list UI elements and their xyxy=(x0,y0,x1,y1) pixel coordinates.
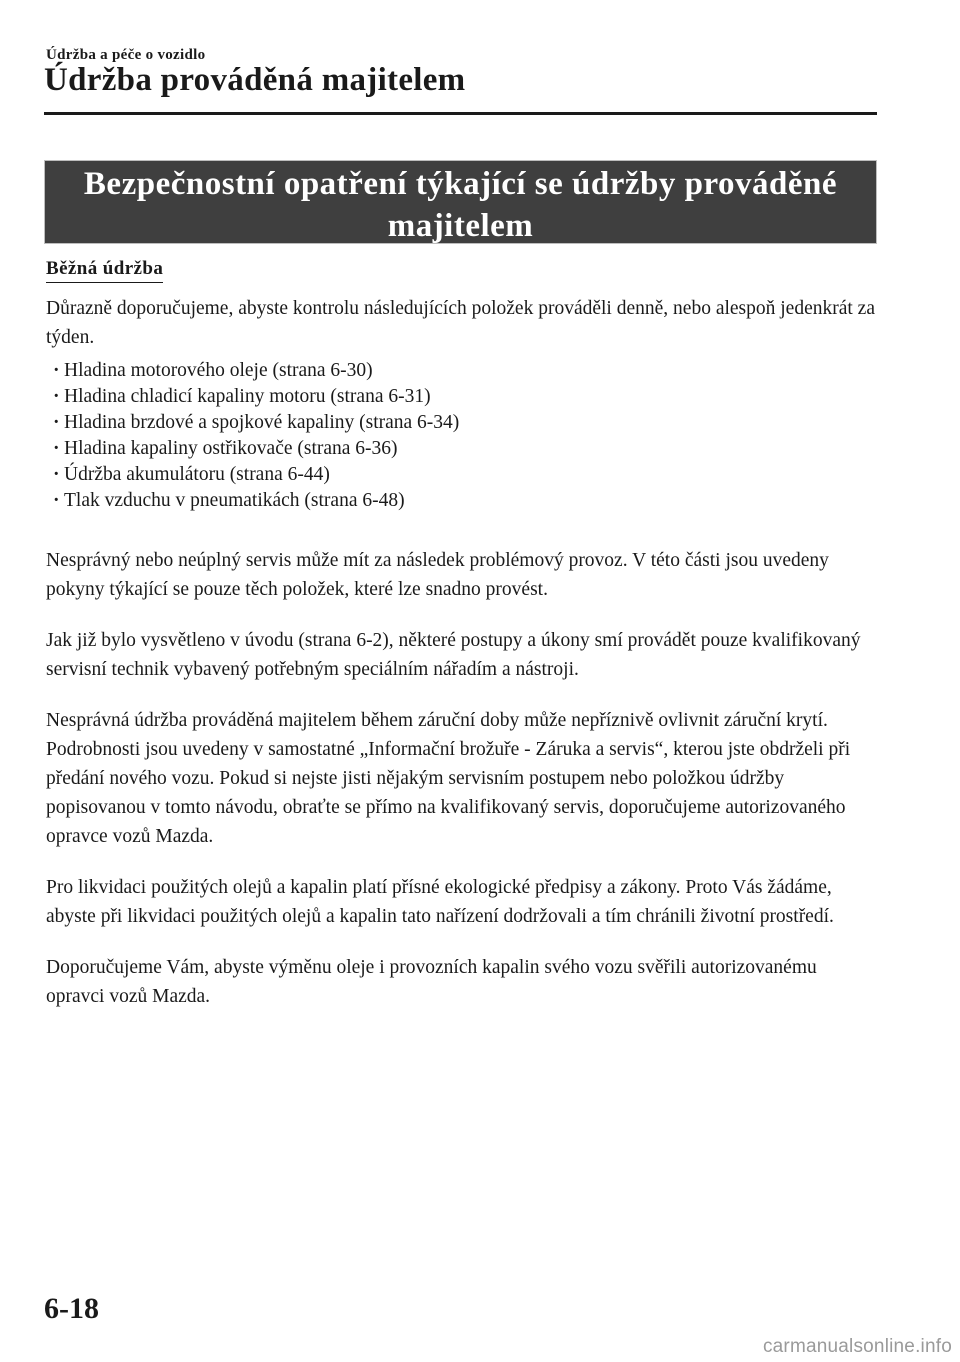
list-item: · Hladina motorového oleje (strana 6-30) xyxy=(54,358,876,384)
banner-line-1: Bezpečnostní opatření týkající se údržby prováděné xyxy=(83,166,838,202)
list-item: · Údržba akumulátoru (strana 6-44) xyxy=(54,462,876,488)
intro-paragraph: Důrazně doporučujeme, abyste kontrolu následujících položek prováděli denně, nebo alespoň jedenkrát za týden. xyxy=(46,298,875,348)
list-item: · Hladina brzdové a spojkové kapaliny (strana 6-34) xyxy=(54,410,876,436)
header-rule xyxy=(44,112,877,115)
subheading: Běžná údržba xyxy=(46,258,163,283)
list-item: · Hladina chladicí kapaliny motoru (strana 6-31) xyxy=(54,384,876,410)
paragraph: Jak již bylo vysvětleno v úvodu (strana 6-2), některé postupy a úkony smí provádět pouze kvalifikovaný servisní technik vybavený potřebným speciálním nářadím a nástroji. xyxy=(46,630,861,680)
check-list xyxy=(46,358,876,514)
body-text xyxy=(46,294,876,1033)
chapter-heading: Údržba a péče o vozidlo xyxy=(46,47,206,63)
list-item: · Hladina kapaliny ostřikovače (strana 6-36) xyxy=(54,436,876,462)
paragraph: Pro likvidaci použitých olejů a kapalin platí přísné ekologické předpisy a zákony. Proto Vás žádáme, abyste při likvidaci použitých olejů a kapalin tato nařízení dodržovali a tím chránili životní prostředí. xyxy=(46,877,834,927)
list-item: · Tlak vzduchu v pneumatikách (strana 6-48) xyxy=(54,488,876,514)
paragraph: Doporučujeme Vám, abyste výměnu oleje i provozních kapalin svého vozu svěřili autorizovanému opravci vozů Mazda. xyxy=(46,957,817,1007)
paragraph: Nesprávná údržba prováděná majitelem během záruční doby může nepříznivě ovlivnit záruční krytí. Podrobnosti jsou uvedeny v samostatné „Informační brožuře - Záruka a servis“, kterou jste obdrželi při předání nového vozu. Pokud si nejste jisti nějakým servisním postupem nebo položkou údržby popisovanou v tomto návodu, obraťte se přímo na kvalifikovaný servis, doporučujeme autorizovaného opravce vozů Mazda. xyxy=(46,710,851,847)
section-title: Údržba prováděná majitelem xyxy=(44,62,466,98)
paragraph: Nesprávný nebo neúplný servis může mít za následek problémový provoz. V této části jsou uvedeny pokyny týkající se pouze těch položek, které lze snadno provést. xyxy=(46,550,829,600)
banner-line-2: majitelem xyxy=(387,208,534,244)
watermark: carmanualsonline.info xyxy=(762,1336,952,1357)
page-number: 6-18 xyxy=(44,1292,99,1325)
topic-banner xyxy=(44,160,877,244)
